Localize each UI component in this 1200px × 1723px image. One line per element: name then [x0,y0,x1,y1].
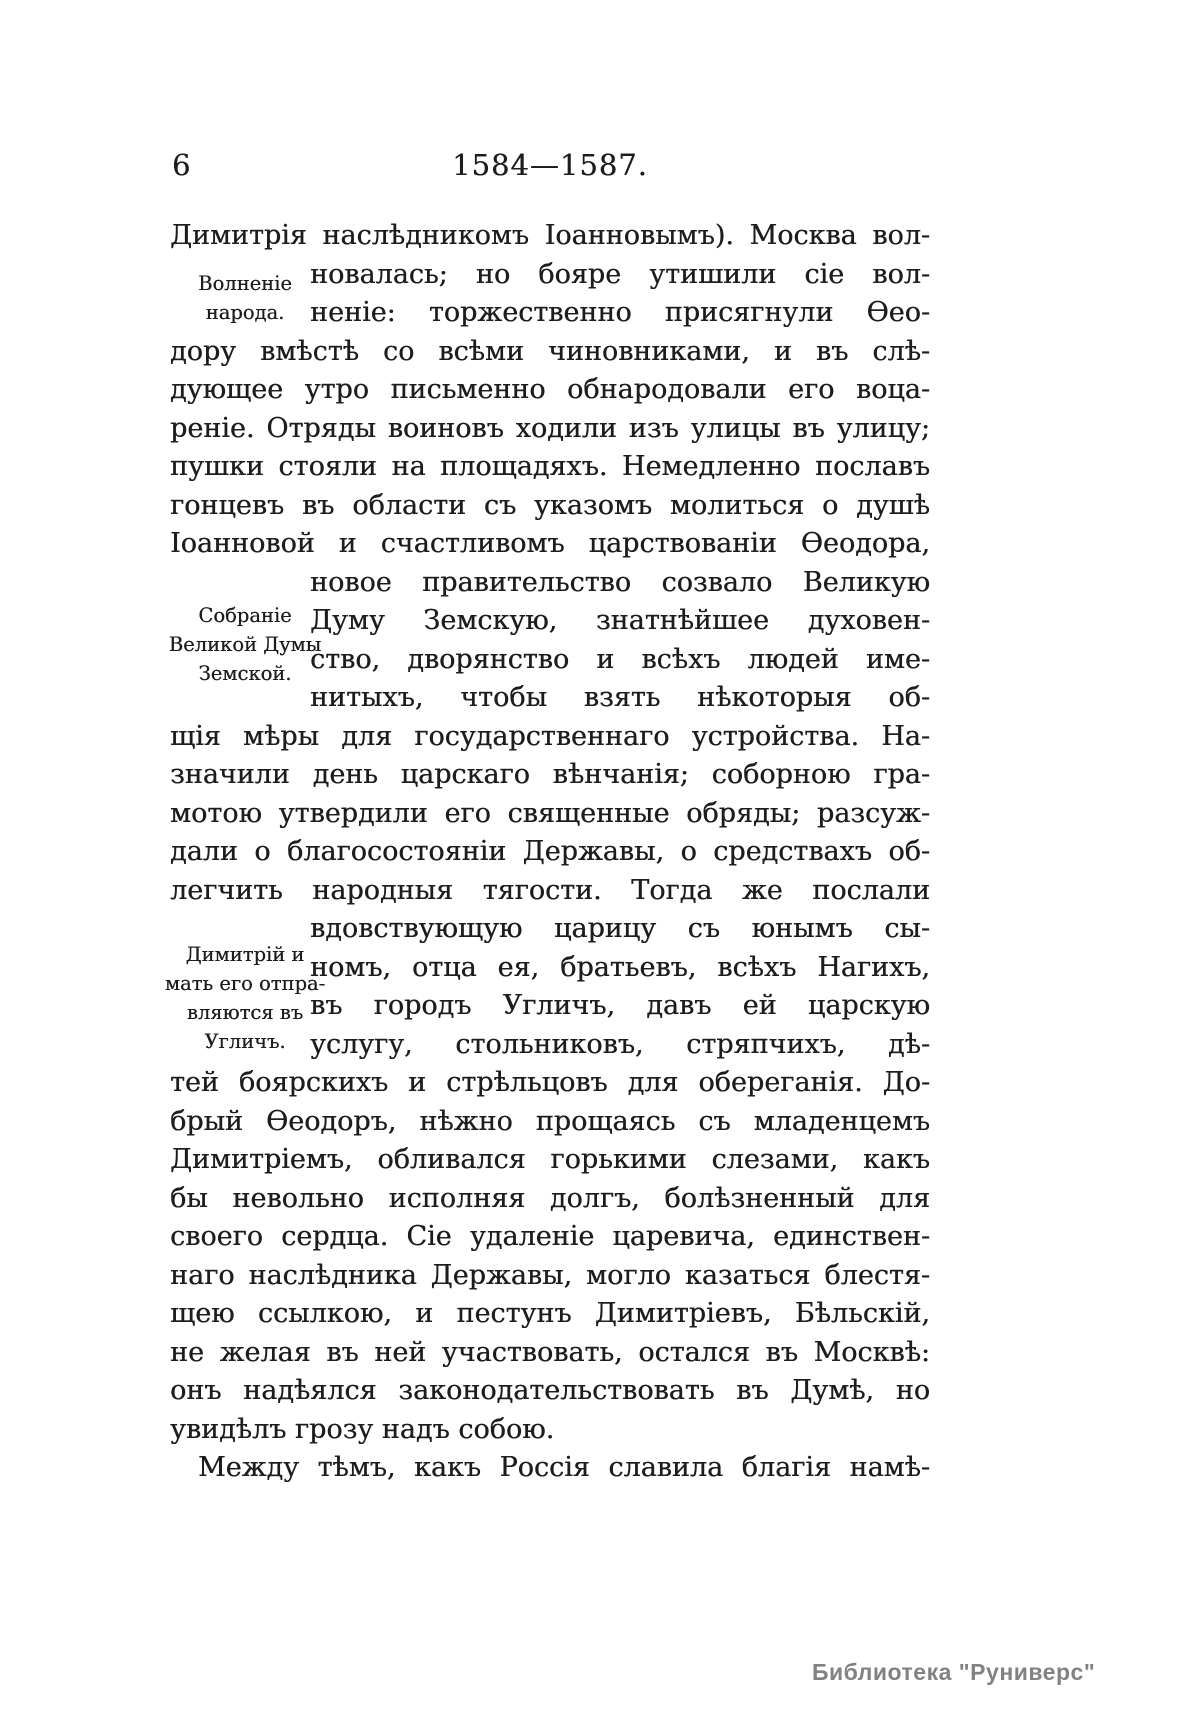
sidenote-line: Димитрій и [185,943,305,966]
body-line: ство, дворянство и всѣхъ людей име- [310,643,930,675]
body-line: Думу Земскую, знатнѣйшее духовен- [310,605,930,636]
body-line: услугу, стольниковъ, стряпчихъ, дѣ- [310,1028,930,1060]
body-line: дующее утро письменно обнародовали его воца- [170,374,930,405]
body-line: брый Ѳеодоръ, нѣжно прощаясь съ младенцемъ [170,1105,930,1137]
body-line: нитыхъ, чтобы взять нѣкоторыя об- [310,682,930,713]
sidenote-line: Земской. [198,662,292,685]
body-line: новалась; но бояре утишили сіе вол- [310,258,930,290]
body-line: щія мѣры для государственнаго устройства. На- [170,720,930,752]
body-line: наго наслѣдника Державы, могло казаться блестя- [170,1259,930,1291]
body-line: тей боярскихъ и стрѣльцовъ для обереганія. До- [170,1067,930,1098]
sidenote-line: Собраніе [198,604,292,627]
body-text [170,217,930,1488]
body-line: дали о благосостояніи Державы, о средствахъ об- [170,836,930,867]
body-line: бы невольно исполняя долгъ, болѣзненный для [170,1182,930,1214]
sidenote-line: мать его отпра- [164,972,326,995]
body-line: дору вмѣстѣ со всѣми чиновниками, и въ слѣ- [170,335,930,367]
body-line: онъ надѣялся законодательствовать въ Думѣ, но [170,1375,930,1406]
page-number: 6 [172,148,191,182]
body-line: номъ, отца ея, братьевъ, всѣхъ Нагихъ, [310,951,930,983]
sidenote-line: народа. [205,301,285,324]
body-line: новое правительство созвало Великую [310,566,930,598]
library-watermark: Библиотека "Руниверс" [812,1659,1096,1685]
running-header-years: 1584—1587. [452,148,648,182]
sidenote-line: Великой Думы [168,633,322,656]
body-line: легчить народныя тягости. Тогда же послали [170,874,930,906]
body-line: реніе. Отряды воиновъ ходили изъ улицы въ улицу; [170,412,930,444]
body-line: пушки стояли на площадяхъ. Немедленно пославъ [170,451,930,482]
sidenote-line: Волненіе [198,272,292,295]
sidenote-line: вляются въ [186,1001,304,1024]
body-line: вдовствующую царицу съ юнымъ сы- [310,913,930,944]
body-line: Іоанновой и счастливомъ царствованіи Ѳеодора, [170,528,930,559]
body-line: гонцевъ въ области съ указомъ молиться о душѣ [170,489,930,521]
sidenote-line: Угличъ. [204,1030,286,1053]
body-line: Димитріемъ, обливался горькими слезами, какъ [170,1144,930,1175]
body-line: своего сердца. Сіе удаленіе царевича, единствен- [170,1221,930,1252]
body-line: неніе: торжественно присягнули Ѳео- [310,297,930,328]
body-line: увидѣлъ грозу надъ собою. [170,1413,555,1445]
body-line: Димитрія наслѣдникомъ Іоанновымъ). Москва вол- [170,220,930,251]
body-line: щею ссылкою, и пестунъ Димитріевъ, Бѣльскій, [170,1298,930,1329]
body-line: въ городъ Угличъ, давъ ей царскую [310,990,930,1021]
body-line: мотою утвердили его священные обряды; разсуж- [170,797,930,829]
body-line: значили день царскаго вѣнчанія; соборною гра- [170,759,930,790]
body-line: не желая въ ней участвовать, остался въ Москвѣ: [170,1336,930,1368]
body-line: Между тѣмъ, какъ Россія славила благія намѣ- [198,1452,930,1483]
